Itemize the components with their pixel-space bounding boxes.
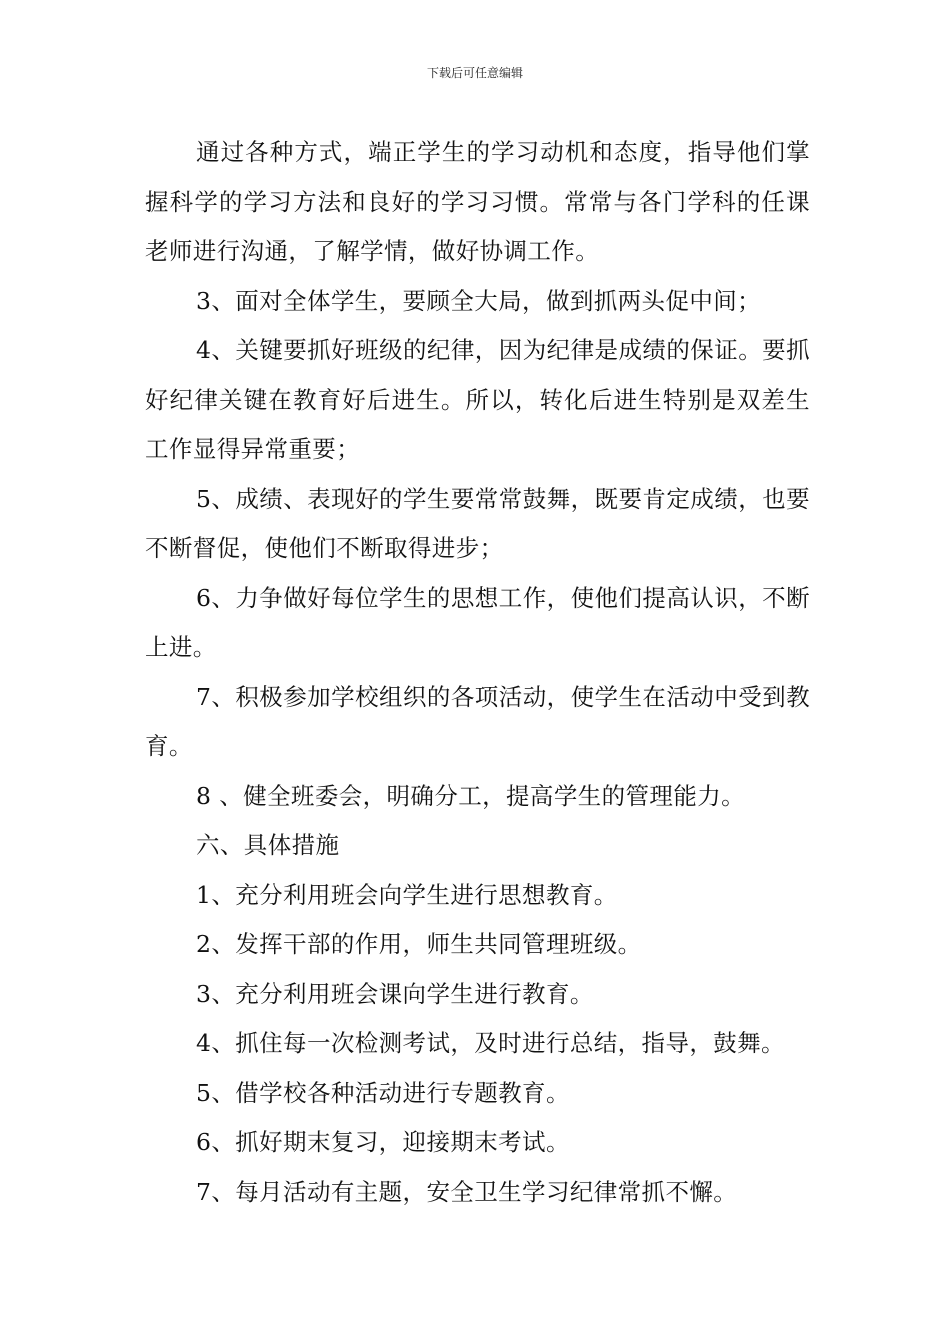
measure-item-3: 3、充分利用班会课向学生进行教育。 bbox=[196, 979, 594, 1008]
measure-item-7: 7、每月活动有主题，安全卫生学习纪律常抓不懈。 bbox=[196, 1177, 738, 1206]
document-body bbox=[145, 128, 810, 1217]
paragraph-intro: 通过各种方式，端正学生的学习动机和态度，指导他们掌握科学的学习方法和良好的学习习惯。常常与各门学科的任课老师进行沟通，了解学情，做好协调工作。 bbox=[145, 138, 810, 265]
measure-item-2: 2、发挥干部的作用，师生共同管理班级。 bbox=[196, 930, 642, 958]
measure-item-1: 1、充分利用班会向学生进行思想教育。 bbox=[196, 880, 618, 909]
paragraph-item-7: 7、积极参加学校组织的各项活动，使学生在活动中受到教育。 bbox=[145, 682, 810, 760]
measure-item-4: 4、抓住每一次检测考试，及时进行总结，指导，鼓舞。 bbox=[196, 1029, 785, 1057]
paragraph-item-3: 3、面对全体学生，要顾全大局，做到抓两头促中间； bbox=[196, 286, 762, 315]
section-heading-measures: 六、具体措施 bbox=[196, 831, 340, 859]
measure-item-6: 6、抓好期末复习，迎接期末考试。 bbox=[196, 1128, 570, 1156]
page-header-note: 下载后可任意编辑 bbox=[426, 66, 523, 80]
measure-item-5: 5、借学校各种活动进行专题教育。 bbox=[196, 1078, 570, 1107]
paragraph-item-8: 8 、健全班委会，明确分工，提高学生的管理能力。 bbox=[196, 781, 746, 810]
paragraph-item-6: 6、力争做好每位学生的思想工作，使他们提高认识，不断上进。 bbox=[145, 583, 810, 661]
paragraph-item-5: 5、成绩、表现好的学生要常常鼓舞，既要肯定成绩，也要不断督促，使他们不断取得进步； bbox=[145, 484, 810, 562]
paragraph-item-4: 4、关键要抓好班级的纪律，因为纪律是成绩的保证。要抓好纪律关键在教育好后进生。所以，转化后进生特别是双差生工作显得异常重要； bbox=[145, 336, 810, 463]
